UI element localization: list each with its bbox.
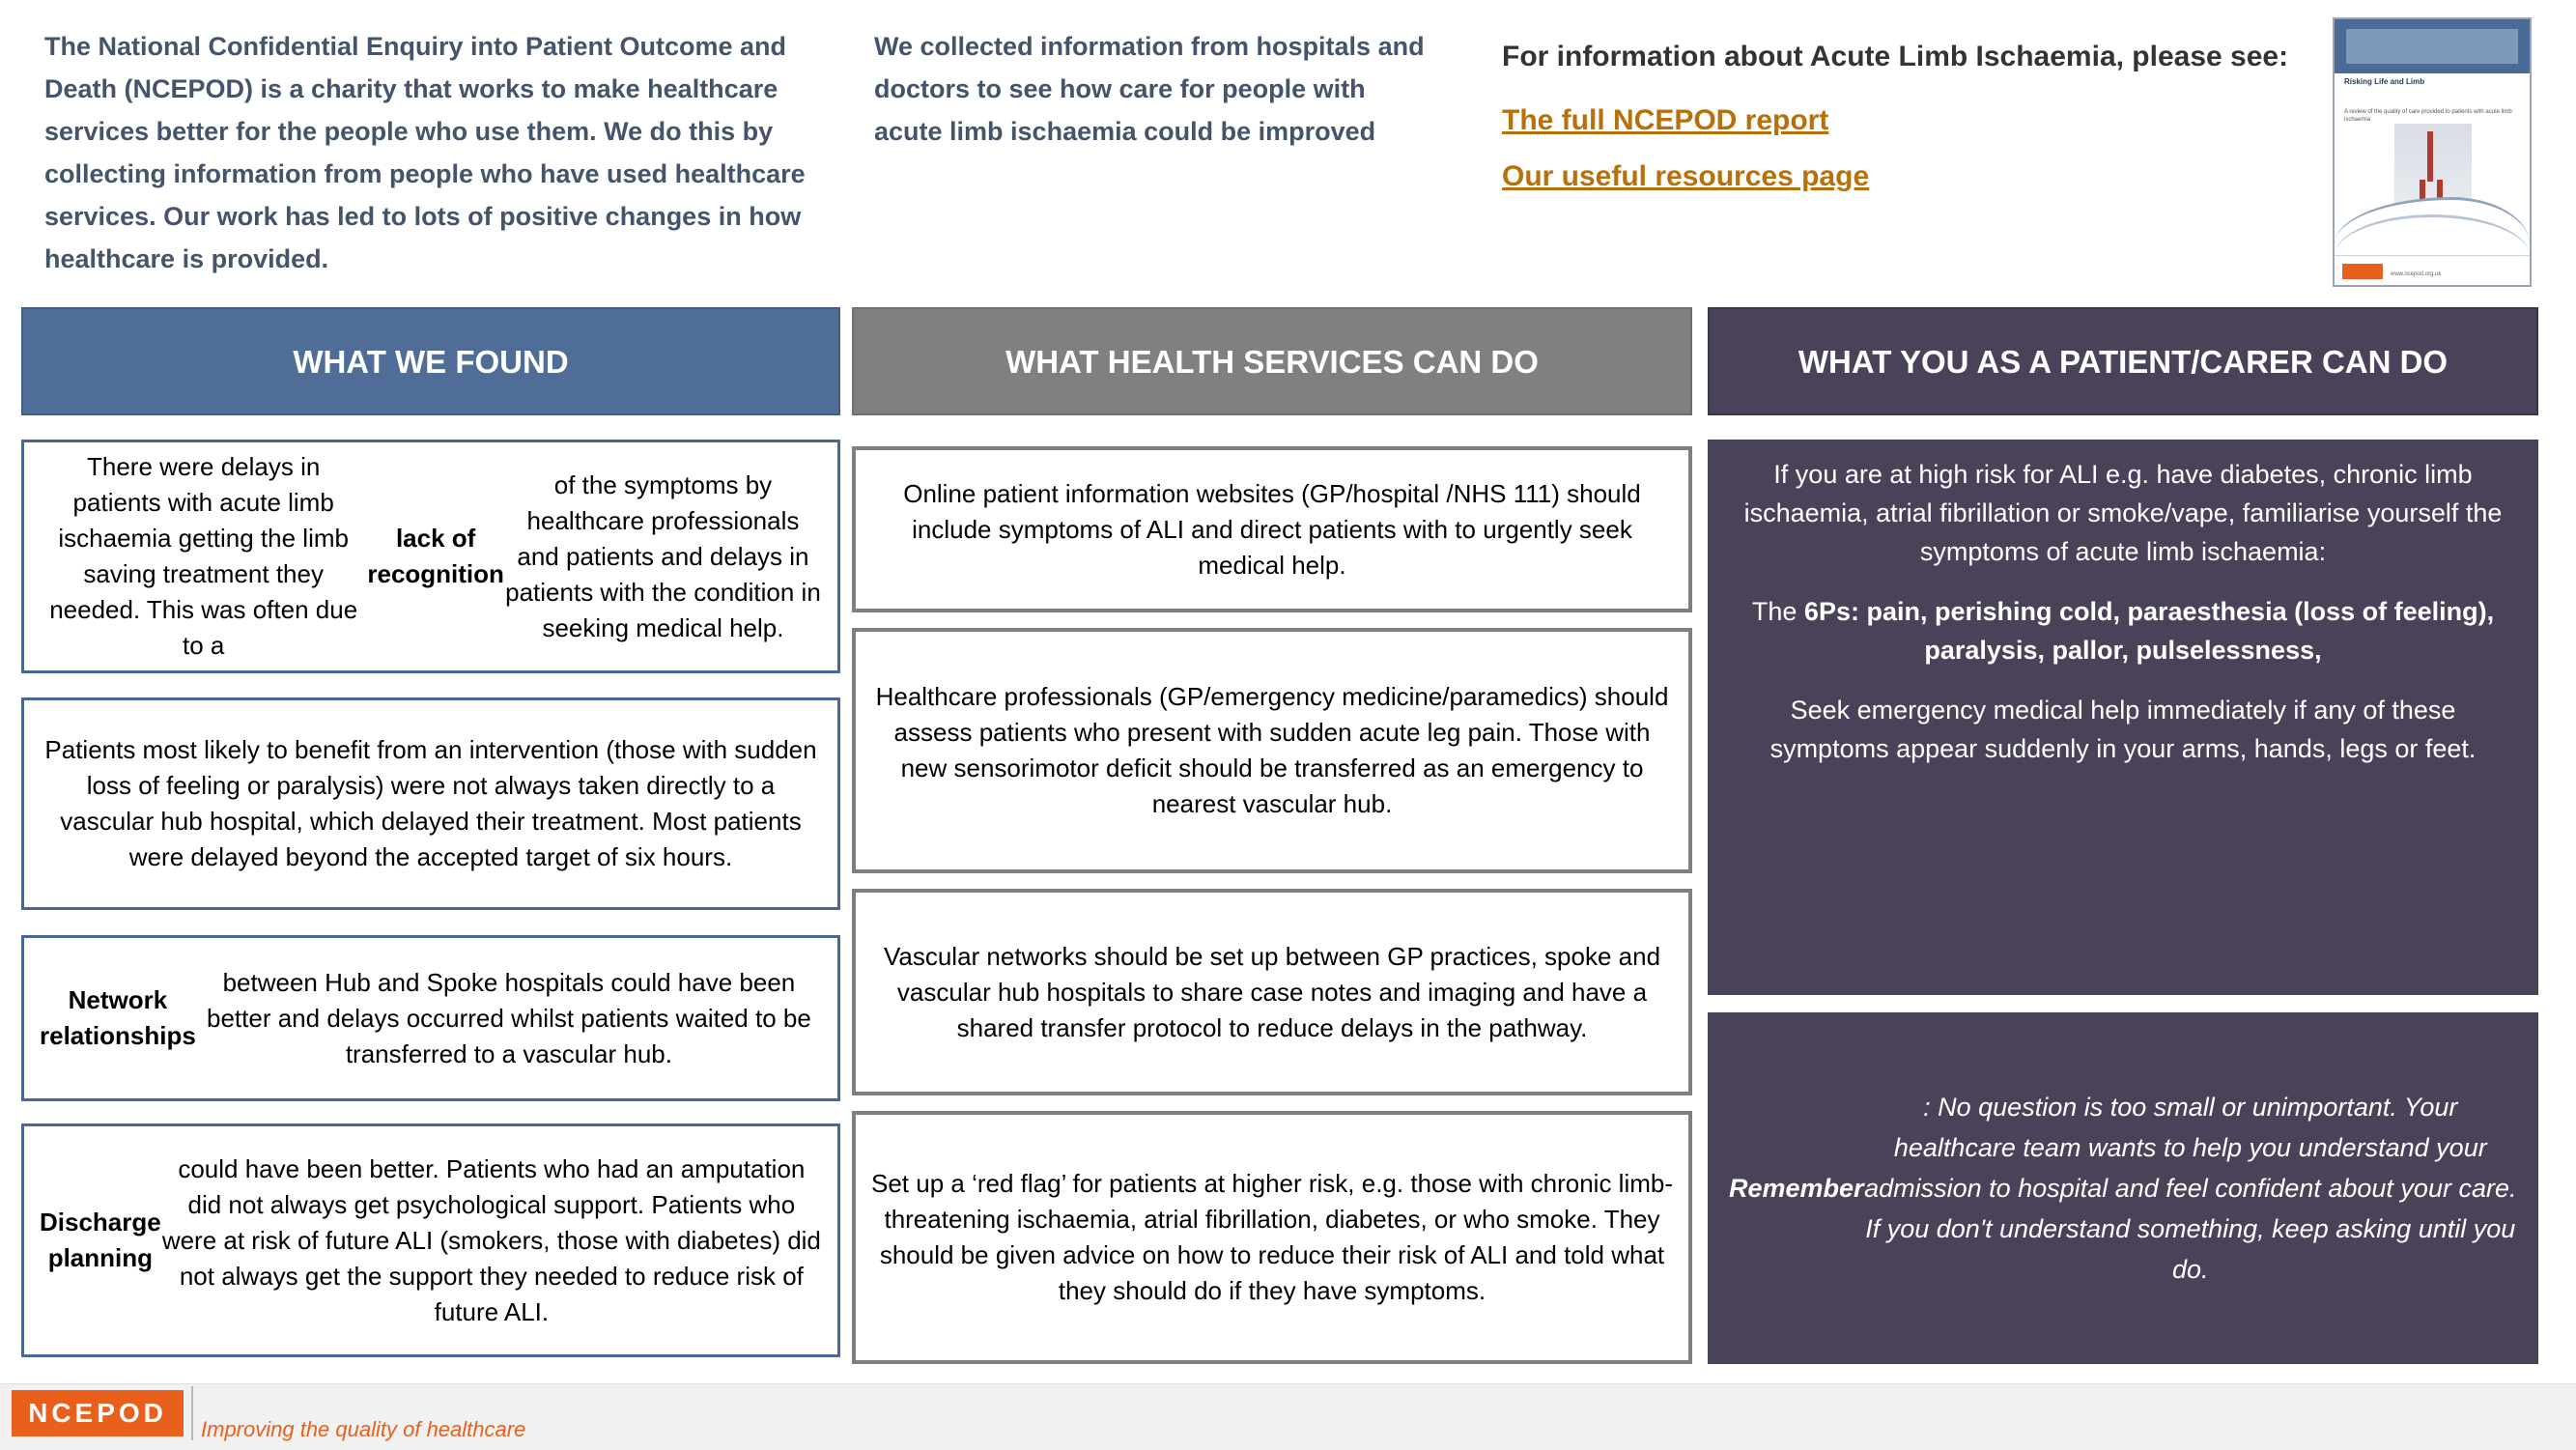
footer-tagline: Improving the quality of healthcare [201, 1417, 526, 1441]
services-item-4: Set up a ‘red flag’ for patients at higher risk, e.g. those with chronic limb-threatening ischaemia, atrial fibrillation, diabetes, or who smoke. They should be given advice on how to reduce their risk of ALI and told what they should do if they have symptoms. [852, 1111, 1692, 1364]
column-header-what-health-services-can-do: WHAT HEALTH SERVICES CAN DO [852, 307, 1692, 415]
patient-advice-block [1708, 440, 2538, 995]
report-cover-band-inner [2346, 29, 2518, 64]
figure-torso-icon [2427, 131, 2433, 182]
report-cover-footer [2335, 255, 2530, 285]
patient-advice-line-3-emergency: Seek emergency medical help immediately if any of these symptoms appear suddenly in your arms, hands, legs or feet. [1769, 696, 2477, 763]
found-item-1: There were delays in patients with acute limb ischaemia getting the limb saving treatment they needed. This was often due to a lack of recognition of the symptoms by healthcare professionals and patients and delays in patients with the condition in seeking medical help. [21, 440, 840, 673]
footer-divider [191, 1386, 193, 1440]
report-cover-thumbnail[interactable] [2333, 17, 2532, 287]
report-cover-title: Risking Life and Limb [2344, 77, 2425, 86]
report-cover-subtitle: A review of the quality of care provided to patients with acute limb ischaemia [2344, 109, 2512, 123]
intro-row [0, 0, 2576, 299]
services-item-2: Healthcare professionals (GP/emergency medicine/paramedics) should assess patients who present with sudden acute leg pain. Those with new sensorimotor deficit should be transferred as an emergency to nearest vascular hub. [852, 628, 1692, 873]
found-item-3: Network relationships between Hub and Spoke hospitals could have been better and delays occurred whilst patients waited to be transferred to a vascular hub. [21, 935, 840, 1101]
footer-bar [0, 1383, 2576, 1450]
patient-advice-line-1: If you are at high risk for ALI e.g. have diabetes, chronic limb ischaemia, atrial fibrillation or smoke/vape, familiarise yourself the symptoms of acute limb ischaemia: [1743, 460, 2503, 566]
report-cover-band [2335, 19, 2530, 73]
patient-advice-line-2-six-ps: The 6Ps: pain, perishing cold, paraesthesia (loss of feeling), paralysis, pallor, pulselessness, [1751, 597, 2495, 665]
column-header-what-you-can-do: WHAT YOU AS A PATIENT/CARER CAN DO [1708, 307, 2538, 415]
services-item-1: Online patient information websites (GP/hospital /NHS 111) should include symptoms of ALI and direct patients with to urgently seek medical help. [852, 446, 1692, 612]
found-item-2: Patients most likely to benefit from an intervention (those with sudden loss of feeling or paralysis) were not always taken directly to a vascular hub hospital, which delayed their treatment. Most patients were delayed beyond the accepted target of six hours. [21, 697, 840, 910]
found-item-4: Discharge planning could have been better. Patients who had an amputation did not always get psychological support. Patients who were at risk of future ALI (smokers, those with diabetes) did not always get the support they needed to reduce risk of future ALI. [21, 1123, 840, 1357]
intro-paragraph-study-scope: We collected information from hospitals and doctors to see how care for people with acute limb ischaemia could be improved [874, 32, 1425, 146]
services-item-3: Vascular networks should be set up between GP practices, spoke and vascular hub hospitals to share case notes and imaging and have a shared transfer protocol to reduce delays in the pathway. [852, 889, 1692, 1095]
info-lead-text: For information about Acute Limb Ischaemia, please see: [1502, 41, 2289, 72]
column-header-what-we-found: WHAT WE FOUND [21, 307, 840, 415]
intro-paragraph-about-ncepod: The National Confidential Enquiry into Patient Outcome and Death (NCEPOD) is a charity that works to make healthcare services better for the people who use them. We do this by collecting information from people who have used healthcare services. Our work has led to lots of positive changes in how healthcare is provided. [44, 32, 806, 273]
report-cover-ncepod-logo [2342, 264, 2383, 279]
link-full-ncepod-report[interactable]: The full NCEPOD report [1502, 104, 1829, 136]
report-cover-footnote: www.ncepod.org.uk [2391, 271, 2442, 277]
intro-links-block [1502, 31, 2313, 205]
link-useful-resources-page[interactable]: Our useful resources page [1502, 160, 1870, 192]
patient-remember-block: Remember : No question is too small or unimportant. Your healthcare team wants to help you understand your admission to hospital and feel confident about your care. If you don't understand something, keep asking until you do. [1708, 1012, 2538, 1364]
ncepod-logo: NCEPOD [12, 1390, 184, 1436]
